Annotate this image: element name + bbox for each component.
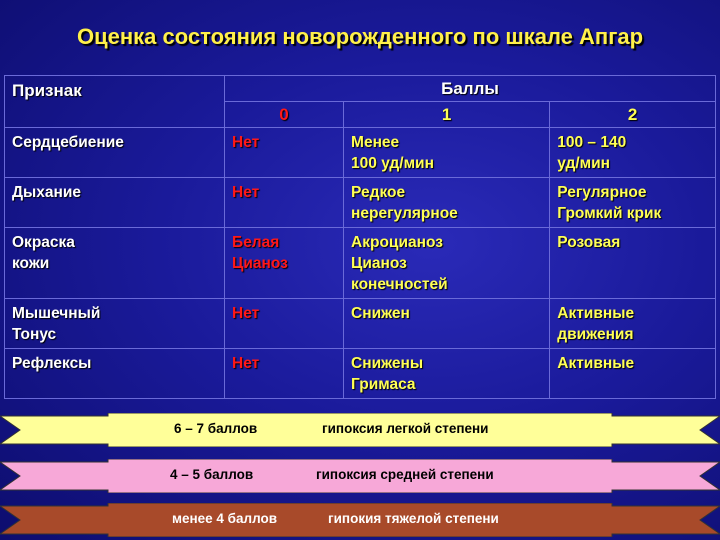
band-moderate bbox=[0, 459, 720, 493]
table-row bbox=[5, 349, 716, 399]
cell-sign: Рефлексы bbox=[5, 349, 225, 399]
header-scores: Баллы bbox=[225, 76, 716, 102]
slide-title: Оценка состояния новорожденного по шкале Апгар bbox=[76, 24, 644, 49]
cell-score-0: Нет bbox=[225, 349, 344, 399]
cell-sign: Мышечный Тонус bbox=[5, 299, 225, 349]
cell-score-1: Редкое нерегулярное bbox=[344, 178, 550, 228]
header-sign: Признак bbox=[5, 76, 225, 128]
cell-sign: Сердцебиение bbox=[5, 128, 225, 178]
cell-score-2: Розовая bbox=[550, 228, 716, 299]
score-col-1: 1 bbox=[344, 102, 550, 128]
band-moderate-label: гипоксия средней степени bbox=[316, 467, 494, 482]
band-severe bbox=[0, 503, 720, 537]
band-mild bbox=[0, 413, 720, 447]
cell-sign: Дыхание bbox=[5, 178, 225, 228]
band-severe-label: гипокия тяжелой степени bbox=[328, 511, 499, 526]
band-severe-score: менее 4 баллов bbox=[172, 511, 278, 526]
cell-score-1: Снижен bbox=[344, 299, 550, 349]
cell-sign: Окраска кожи bbox=[5, 228, 225, 299]
band-moderate-score: 4 – 5 баллов bbox=[170, 467, 254, 482]
cell-score-1: Менее 100 уд/мин bbox=[344, 128, 550, 178]
cell-score-0: Нет bbox=[225, 299, 344, 349]
table-row bbox=[5, 299, 716, 349]
band-mild-score: 6 – 7 баллов bbox=[174, 421, 258, 436]
score-col-0: 0 bbox=[225, 102, 344, 128]
cell-score-1: Снижены Гримаса bbox=[344, 349, 550, 399]
table-row bbox=[5, 178, 716, 228]
cell-score-2: 100 – 140 уд/мин bbox=[550, 128, 716, 178]
cell-score-2: Активные bbox=[550, 349, 716, 399]
header-row bbox=[5, 76, 716, 102]
cell-score-1: Акроцианоз Цианоз конечностей bbox=[344, 228, 550, 299]
table-row bbox=[5, 228, 716, 299]
table-row bbox=[5, 128, 716, 178]
cell-score-0: Белая Цианоз bbox=[225, 228, 344, 299]
cell-score-0: Нет bbox=[225, 128, 344, 178]
cell-score-0: Нет bbox=[225, 178, 344, 228]
band-mild-label: гипоксия легкой степени bbox=[322, 421, 489, 436]
score-col-2: 2 bbox=[550, 102, 716, 128]
cell-score-2: Регулярное Громкий крик bbox=[550, 178, 716, 228]
apgar-table bbox=[4, 75, 716, 399]
cell-score-2: Активные движения bbox=[550, 299, 716, 349]
